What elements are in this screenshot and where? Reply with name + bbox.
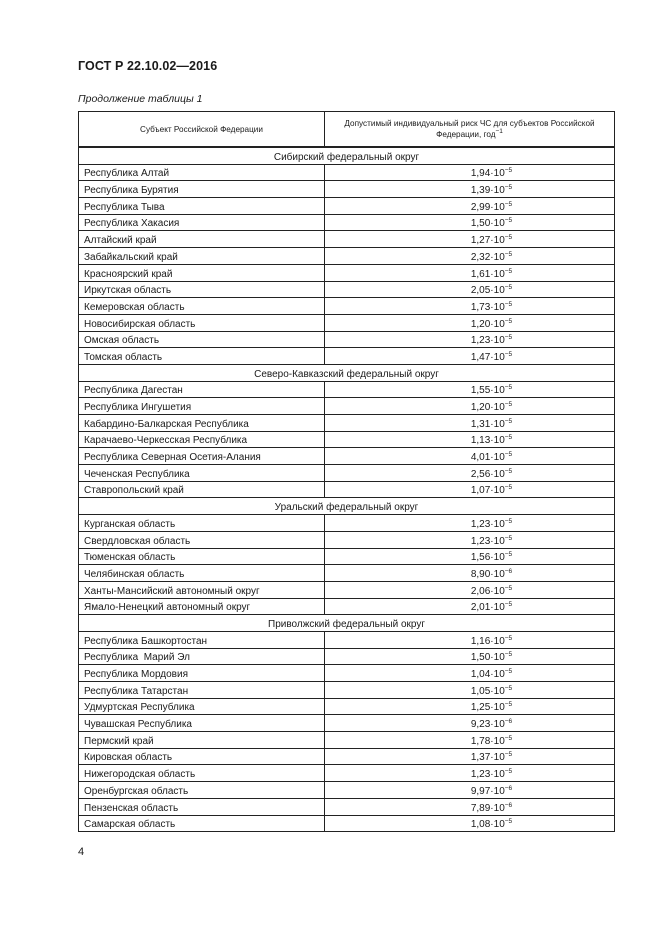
region-name: Алтайский край [79,231,325,248]
table-row [79,648,615,665]
risk-value [325,631,615,648]
risk-exponent: −5 [504,334,513,342]
risk-mantissa: 1,37 [470,752,491,764]
risk-exponent: −5 [504,634,513,642]
region-name: Республика Тыва [79,198,325,215]
table-row [79,815,615,832]
risk-mantissa: 9,23 [470,719,491,731]
region-name: Республика Мордовия [79,665,325,682]
risk-value-number [471,435,512,446]
risk-exponent: −5 [504,768,513,776]
risk-mantissa: 1,73 [470,301,491,313]
group-row [79,615,615,632]
table-row [79,565,615,582]
risk-mantissa: 1,27 [470,235,491,247]
risk-mantissa: 1,50 [470,652,491,664]
table-row [79,198,615,215]
risk-value [325,348,615,365]
risk-exponent: −5 [504,601,513,609]
region-name: Оренбургская область [79,782,325,799]
risk-value [325,314,615,331]
risk-exponent: −5 [504,467,513,475]
table-row [79,314,615,331]
region-name: Самарская область [79,815,325,832]
risk-value [325,648,615,665]
risk-base: ·10 [490,785,505,797]
table-row [79,214,615,231]
risk-mantissa: 1,47 [470,351,491,363]
risk-exponent: −6 [504,718,513,726]
table-row [79,231,615,248]
risk-exponent: −5 [504,317,513,325]
group-row [79,147,615,164]
risk-exponent: −5 [504,517,513,525]
risk-value-number [471,686,512,697]
region-name: Красноярский край [79,264,325,281]
risk-exponent: −5 [504,167,513,175]
risk-mantissa: 1,50 [470,218,491,230]
risk-mantissa: 1,20 [470,402,491,413]
risk-value-number [471,485,512,496]
table-row [79,415,615,432]
risk-exponent: −5 [504,451,513,459]
risk-base: ·10 [490,669,505,680]
risk-exponent: −5 [504,350,513,358]
table-row [79,465,615,482]
risk-value-number [471,235,512,246]
risk-value [325,715,615,732]
region-name: Нижегородская область [79,765,325,782]
risk-value [325,181,615,198]
table-row [79,331,615,348]
risk-value-number [471,218,512,229]
table-row [79,164,615,181]
risk-value [325,765,615,782]
region-name: Тюменская область [79,548,325,565]
region-name: Республика Башкортостан [79,631,325,648]
risk-mantissa: 4,01 [470,452,491,464]
risk-mantissa: 1,23 [470,535,491,547]
table-row [79,715,615,732]
federal-district-title: Приволжский федеральный округ [79,615,615,632]
risk-value [325,214,615,231]
region-name: Карачаево-Черкесская Республика [79,431,325,448]
risk-value [325,481,615,498]
risk-value-number [471,636,512,647]
risk-mantissa: 1,23 [470,518,491,530]
risk-exponent: −5 [504,234,513,242]
risk-exponent: −5 [504,751,513,759]
risk-base: ·10 [490,301,505,313]
region-name: Забайкальский край [79,248,325,265]
table-row [79,548,615,565]
region-name: Республика Марий Эл [79,648,325,665]
risk-value-number [471,269,512,280]
table-row [79,264,615,281]
risk-mantissa: 2,32 [470,251,491,263]
risk-value-number [471,786,512,797]
risk-value [325,298,615,315]
risk-value-number [471,719,512,730]
region-name: Республика Северная Осетия-Алания [79,448,325,465]
column-header-risk-exponent: −1 [495,128,503,135]
risk-exponent: −5 [504,300,513,308]
risk-value-number [471,252,512,263]
table-row [79,682,615,699]
risk-exponent: −6 [504,784,513,792]
risk-exponent: −5 [504,734,513,742]
region-name: Чеченская Республика [79,465,325,482]
risk-value [325,548,615,565]
risk-value-number [471,385,512,396]
risk-base: ·10 [490,268,505,280]
risk-base: ·10 [490,452,505,464]
risk-mantissa: 2,01 [470,602,491,614]
risk-value-number [471,586,512,597]
table-row [79,515,615,532]
table-row [79,782,615,799]
document-header: ГОСТ Р 22.10.02—2016 [78,59,218,73]
table-row [79,598,615,615]
risk-exponent: −5 [504,217,513,225]
risk-value-number [471,419,512,430]
region-name: Ставропольский край [79,481,325,498]
risk-value-number [471,652,512,663]
risk-mantissa: 2,56 [470,468,491,480]
table-row [79,381,615,398]
risk-base: ·10 [490,685,505,697]
risk-base: ·10 [490,635,505,647]
risk-base: ·10 [490,535,505,547]
risk-value [325,665,615,682]
risk-base: ·10 [490,702,505,714]
group-row [79,364,615,381]
risk-value [325,398,615,415]
risk-value-number [471,302,512,313]
risk-mantissa: 1,07 [470,485,491,497]
risk-value [325,815,615,832]
risk-exponent: −5 [504,417,513,425]
risk-mantissa: 1,20 [470,318,491,330]
risk-value-number [471,669,512,680]
region-name: Республика Ингушетия [79,398,325,415]
risk-value [325,465,615,482]
risk-mantissa: 1,16 [470,635,491,647]
risk-exponent: −5 [504,668,513,675]
region-name: Чувашская Республика [79,715,325,732]
risk-value-number [471,185,512,196]
risk-exponent: −6 [504,567,513,575]
risk-base: ·10 [490,402,505,413]
risk-value-number [471,803,512,814]
risk-exponent: −5 [504,534,513,542]
risk-base: ·10 [490,752,505,764]
risk-mantissa: 8,90 [470,568,491,580]
risk-exponent: −5 [504,401,513,408]
risk-value [325,698,615,715]
risk-value [325,331,615,348]
column-header-region: Субъект Российской Федерации [79,112,325,148]
risk-value-number [471,769,512,780]
table-row [79,748,615,765]
risk-value-number [471,702,512,713]
table-row [79,348,615,365]
table-row [79,531,615,548]
risk-mantissa: 1,39 [470,185,491,197]
risk-base: ·10 [490,235,505,247]
risk-base: ·10 [490,485,505,497]
federal-district-title: Уральский федеральный округ [79,498,615,515]
risk-base: ·10 [490,218,505,230]
region-name: Кировская область [79,748,325,765]
table-row [79,732,615,749]
risk-value-number [471,452,512,463]
risk-mantissa: 1,78 [470,735,491,747]
risk-mantissa: 1,23 [470,335,491,347]
region-name: Пензенская область [79,798,325,815]
risk-value-number [471,285,512,296]
region-name: Новосибирская область [79,314,325,331]
risk-base: ·10 [490,251,505,263]
risk-base: ·10 [490,802,505,814]
risk-value [325,415,615,432]
table-row [79,181,615,198]
table-row [79,631,615,648]
risk-mantissa: 1,08 [470,819,491,831]
risk-base: ·10 [490,602,505,614]
risk-exponent: −5 [504,484,513,492]
risk-mantissa: 2,06 [470,585,491,597]
risk-exponent: −5 [504,184,513,192]
risk-base: ·10 [490,735,505,747]
risk-value-number [471,352,512,363]
risk-value-number [471,519,512,530]
region-name: Удмуртская Республика [79,698,325,715]
risk-value [325,598,615,615]
region-name: Омская область [79,331,325,348]
table-row [79,281,615,298]
risk-value [325,431,615,448]
region-name: Кемеровская область [79,298,325,315]
table-row [79,248,615,265]
risk-base: ·10 [490,468,505,480]
table-row [79,665,615,682]
risk-value [325,164,615,181]
risk-value-number [471,752,512,763]
risk-mantissa: 2,99 [470,201,491,213]
risk-value [325,531,615,548]
risk-base: ·10 [490,769,505,781]
risk-exponent: −5 [504,200,513,208]
risk-base: ·10 [490,335,505,347]
risk-base: ·10 [490,518,505,530]
region-name: Курганская область [79,515,325,532]
risk-value [325,231,615,248]
region-name: Кабардино-Балкарская Республика [79,415,325,432]
risk-value [325,248,615,265]
risk-base: ·10 [490,318,505,330]
risk-base: ·10 [490,652,505,664]
risk-exponent: −5 [504,684,513,692]
risk-mantissa: 1,04 [470,669,491,680]
risk-mantissa: 2,05 [470,285,491,297]
table-row [79,581,615,598]
risk-base: ·10 [490,418,505,430]
risk-value-number [471,736,512,747]
table-row [79,398,615,415]
risk-value-number [471,402,512,413]
region-name: Челябинская область [79,565,325,582]
risk-value-number [471,469,512,480]
risk-value [325,782,615,799]
region-name: Республика Бурятия [79,181,325,198]
risk-mantissa: 1,56 [470,552,491,564]
risk-value [325,281,615,298]
risk-value-number [471,536,512,547]
table-header [79,112,615,148]
risk-mantissa: 1,31 [470,418,491,430]
risk-exponent: −5 [504,284,513,292]
risk-value [325,798,615,815]
risk-value-number [471,168,512,179]
risk-base: ·10 [490,435,505,447]
risk-exponent: −5 [504,434,513,442]
risk-value [325,448,615,465]
table-row [79,798,615,815]
risk-exponent: −5 [504,701,513,709]
risk-mantissa: 1,61 [470,268,491,280]
risk-base: ·10 [490,552,505,564]
risk-value [325,515,615,532]
risk-base: ·10 [490,385,505,397]
federal-district-title: Сибирский федеральный округ [79,147,615,164]
risk-mantissa: 1,13 [470,435,491,447]
risk-value-number [471,202,512,213]
risk-mantissa: 9,97 [470,785,491,797]
risk-value [325,264,615,281]
table-row [79,698,615,715]
risk-base: ·10 [490,585,505,597]
federal-district-title: Северо-Кавказский федеральный округ [79,364,615,381]
risk-base: ·10 [490,285,505,297]
region-name: Ямало-Ненецкий автономный округ [79,598,325,615]
risk-value-number [471,319,512,330]
risk-base: ·10 [490,568,505,580]
risk-mantissa: 1,23 [470,769,491,781]
risk-value [325,581,615,598]
table-row [79,765,615,782]
risk-value [325,198,615,215]
risk-mantissa: 1,25 [470,702,491,714]
risk-base: ·10 [490,201,505,213]
risk-value [325,748,615,765]
column-header-risk-text: Допустимый индивидуальный риск ЧС для субъектов Российской Федерации, год [344,119,595,139]
risk-exponent: −5 [504,250,513,258]
risk-exponent: −5 [504,267,513,275]
table-row [79,431,615,448]
risk-mantissa: 7,89 [470,802,491,814]
region-name: Ханты-Мансийский автономный округ [79,581,325,598]
table-body [79,147,615,832]
risk-value [325,732,615,749]
risk-base: ·10 [490,719,505,731]
risk-table [78,111,615,832]
risk-value-number [471,335,512,346]
region-name: Томская область [79,348,325,365]
region-name: Иркутская область [79,281,325,298]
region-name: Республика Хакасия [79,214,325,231]
risk-exponent: −6 [504,801,513,809]
table-row [79,448,615,465]
risk-value-number [471,602,512,613]
risk-value-number [471,819,512,830]
risk-value [325,565,615,582]
region-name: Республика Алтай [79,164,325,181]
risk-exponent: −5 [504,651,513,659]
risk-value [325,682,615,699]
risk-base: ·10 [490,819,505,831]
column-header-risk [325,112,615,148]
risk-mantissa: 1,55 [470,385,491,397]
risk-mantissa: 1,94 [470,168,491,180]
region-name: Пермский край [79,732,325,749]
table-caption: Продолжение таблицы 1 [78,93,203,105]
risk-base: ·10 [490,168,505,180]
risk-exponent: −5 [504,551,513,559]
table-row [79,298,615,315]
risk-exponent: −5 [504,384,513,392]
risk-value-number [471,552,512,563]
region-name: Свердловская область [79,531,325,548]
group-row [79,498,615,515]
region-name: Республика Дагестан [79,381,325,398]
risk-value-number [471,569,512,580]
risk-value [325,381,615,398]
risk-mantissa: 1,05 [470,685,491,697]
table-header-row [79,112,615,148]
region-name: Республика Татарстан [79,682,325,699]
risk-exponent: −5 [504,584,513,592]
table-row [79,481,615,498]
risk-base: ·10 [490,351,505,363]
risk-exponent: −5 [504,818,513,826]
risk-base: ·10 [490,185,505,197]
page-number: 4 [78,846,85,858]
